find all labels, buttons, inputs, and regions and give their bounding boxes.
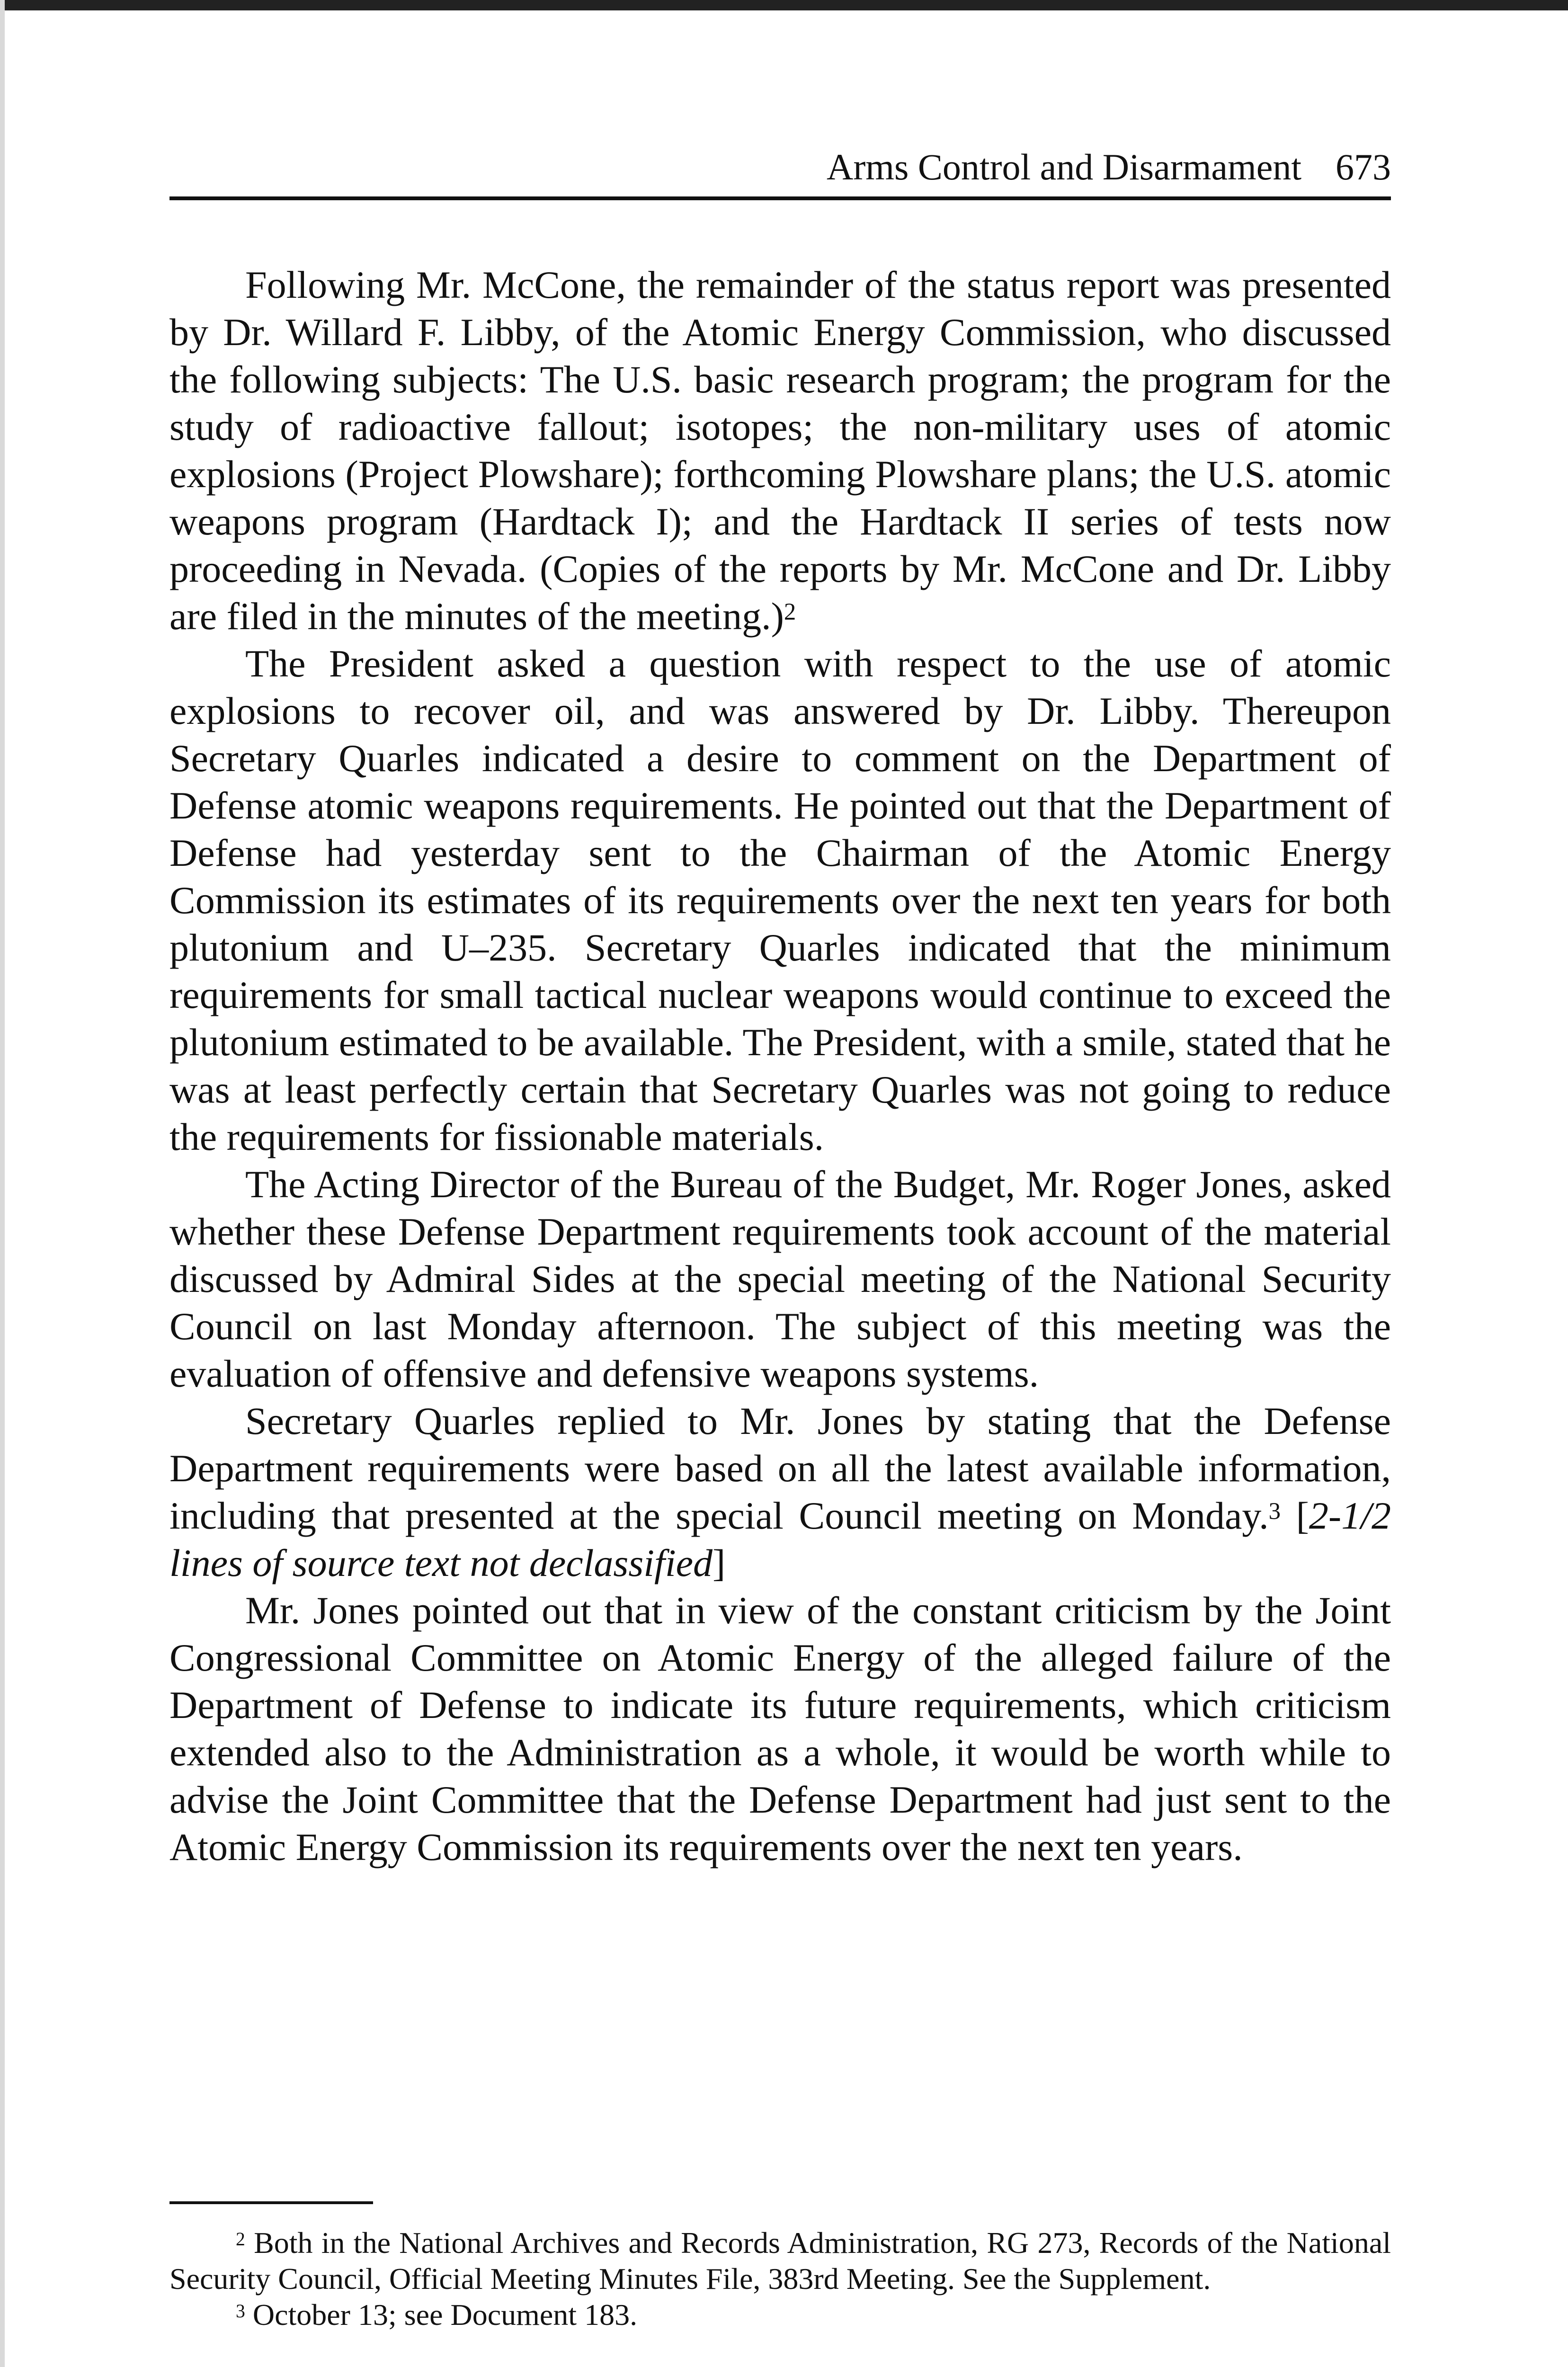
header-rule <box>169 196 1391 200</box>
paragraph-4-text: Secretary Quarles replied to Mr. Jones by stating that the Defense Department requirements were based on all the latest available information, including that presented at the special Council meeting on Monday. <box>169 1399 1391 1537</box>
redaction-bracket-open: [ <box>1281 1494 1309 1537</box>
paragraph-2: The President asked a question with respect to the use of atomic explosions to recover oil, and was answered by Dr. Libby. Thereupon Secretary Quarles indicated a desire to comment on the Department of Defense atomic weapons requirements. He pointed out that the Department of Defense had yesterday sent to the Chairman of the Atomic Energy Commission its estimates of its requirements over the next ten years for both plutonium and U–235. Secretary Quarles indicated that the minimum requirements for small tactical nuclear weapons would continue to exceed the plutonium estimated to be available. The President, with a smile, stated that he was at least perfectly certain that Secretary Quarles was not going to reduce the requirements for fissionable materials. <box>169 642 1391 1158</box>
footnote-ref-2: 2 <box>784 598 796 625</box>
scan-edge-top <box>0 0 1568 10</box>
paragraph-5: Mr. Jones pointed out that in view of the constant criticism by the Joint Congressional Committee on Atomic Energy of the alleged failure of the Department of Defense to indicate its future requirements, which criticism extended also to the Administration as a whole, it would be worth while to advise the Joint Committee that the Defense Department had just sent to the Atomic Energy Commission its requirements over the next ten years. <box>169 1589 1391 1869</box>
footnote-2-marker: 2 <box>236 2229 245 2250</box>
paragraph-1 <box>169 261 1391 640</box>
running-head-title: Arms Control and Disarmament <box>827 146 1301 187</box>
footnote-ref-3: 3 <box>1268 1497 1281 1524</box>
footnotes <box>169 2225 1391 2333</box>
scan-edge-left <box>0 0 5 2367</box>
redaction-bracket-close: ] <box>713 1541 726 1584</box>
footnote-2-text: Both in the National Archives and Records Administration, RG 273, Records of the National Security Council, Official Meeting Minutes File, 383rd Meeting. See the Supplement. <box>169 2226 1391 2296</box>
footnote-rule <box>169 2201 373 2204</box>
page-number: 673 <box>1336 146 1391 187</box>
main-text <box>169 261 1391 1871</box>
footnote-2 <box>169 2225 1391 2297</box>
paragraph-3: The Acting Director of the Bureau of the Budget, Mr. Roger Jones, asked whether these Defense Department requirements took account of the material discussed by Admiral Sides at the special meeting of the National Security Council on last Monday afternoon. The subject of this meeting was the evaluation of offensive and defensive weapons systems. <box>169 1163 1391 1395</box>
footnote-3-marker: 3 <box>236 2301 245 2322</box>
footnote-3 <box>169 2297 1391 2333</box>
running-head <box>169 141 1391 193</box>
paragraph-4 <box>169 1397 1391 1587</box>
footnote-3-text: October 13; see Document 183. <box>245 2298 638 2331</box>
paragraph-1-text: Following Mr. McCone, the remainder of the status report was presented by Dr. Willard F. Libby, of the Atomic Energy Commission, who discussed the following subjects: The U.S. basic research program; the program for the study of radioactive fallout; isotopes; the non-military uses of atomic explosions (Project Plowshare); forthcoming Plowshare plans; the U.S. atomic weapons program (Hardtack I); and the Hardtack II series of tests now proceeding in Nevada. (Copies of the reports by Mr. McCone and Dr. Libby are filed in the minutes of the meeting.) <box>169 263 1391 638</box>
redaction-note: 2-1/2 lines of source text not declassified <box>169 1494 1391 1584</box>
